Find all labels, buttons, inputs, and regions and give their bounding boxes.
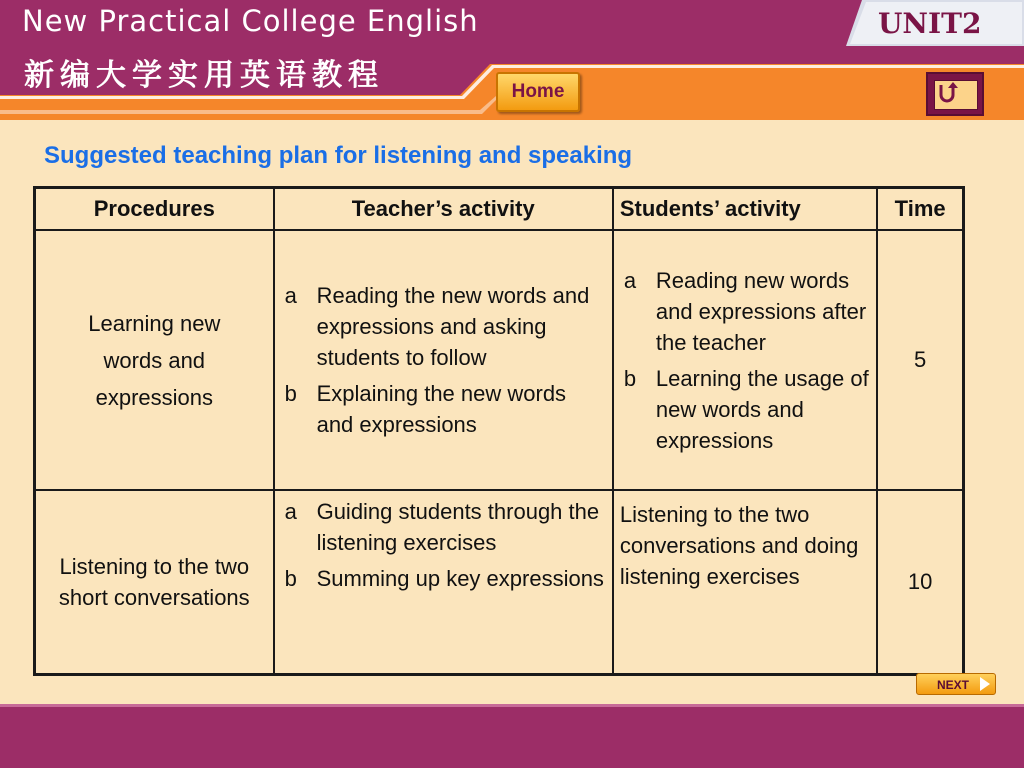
activity-item — [620, 363, 870, 456]
next-button[interactable] — [916, 673, 996, 695]
activity-item — [281, 563, 606, 594]
activity-item — [620, 265, 870, 358]
unit-label: UNIT2 — [878, 7, 982, 40]
item-marker: b — [284, 566, 297, 591]
footer-bar — [0, 707, 1024, 768]
procedure-cell — [35, 230, 274, 490]
procedure-line: Learning new — [88, 310, 221, 336]
item-text: Reading the new words and expressions and asking students to follow — [316, 283, 590, 370]
activity-item — [281, 378, 606, 440]
table-header-row — [35, 188, 964, 231]
item-text: Explaining the new words and expressions — [316, 381, 567, 437]
app-title-chinese: 新编大学实用英语教程 — [24, 58, 384, 93]
students-activity-cell — [613, 230, 877, 490]
header-banner — [0, 0, 1024, 122]
return-icon — [935, 81, 959, 103]
item-text: Guiding students through the listening exercises — [316, 499, 600, 555]
page-title: Suggested teaching plan for listening and speaking — [44, 142, 633, 169]
activity-item — [281, 496, 606, 558]
item-marker: b — [284, 381, 297, 406]
time-cell: 5 — [877, 230, 963, 490]
item-marker: a — [284, 283, 297, 308]
home-button[interactable]: Home — [496, 72, 580, 112]
table-row — [35, 230, 964, 490]
column-header-students-activity: Students’ activity — [613, 188, 877, 231]
return-button[interactable] — [926, 72, 984, 116]
column-header-procedures: Procedures — [35, 188, 274, 231]
procedure-cell: Listening to the two short conversations — [35, 490, 274, 675]
procedure-line: expressions — [95, 384, 213, 410]
play-arrow-icon — [980, 677, 990, 691]
item-marker: a — [623, 267, 637, 293]
item-text: Summing up key expressions — [316, 566, 604, 591]
teacher-activity-cell — [274, 230, 613, 490]
app-title-english: New Practical College English — [22, 4, 479, 38]
column-header-time: Time — [877, 188, 963, 231]
activity-item — [281, 280, 606, 373]
teaching-plan-table — [33, 186, 965, 676]
item-text: Learning the usage of new words and expressions — [655, 365, 869, 453]
teacher-activity-cell — [274, 490, 613, 675]
procedure-line: words and — [103, 347, 206, 373]
item-text: Reading new words and expressions after the teacher — [655, 267, 867, 355]
students-activity-cell: Listening to the two conversations and doing listening exercises — [613, 490, 877, 675]
table-row — [35, 490, 964, 675]
item-marker: b — [623, 365, 637, 391]
next-label: NEXT — [937, 678, 970, 692]
column-header-teacher-activity: Teacher’s activity — [274, 188, 613, 231]
time-cell: 10 — [877, 490, 963, 675]
item-marker: a — [284, 499, 297, 524]
